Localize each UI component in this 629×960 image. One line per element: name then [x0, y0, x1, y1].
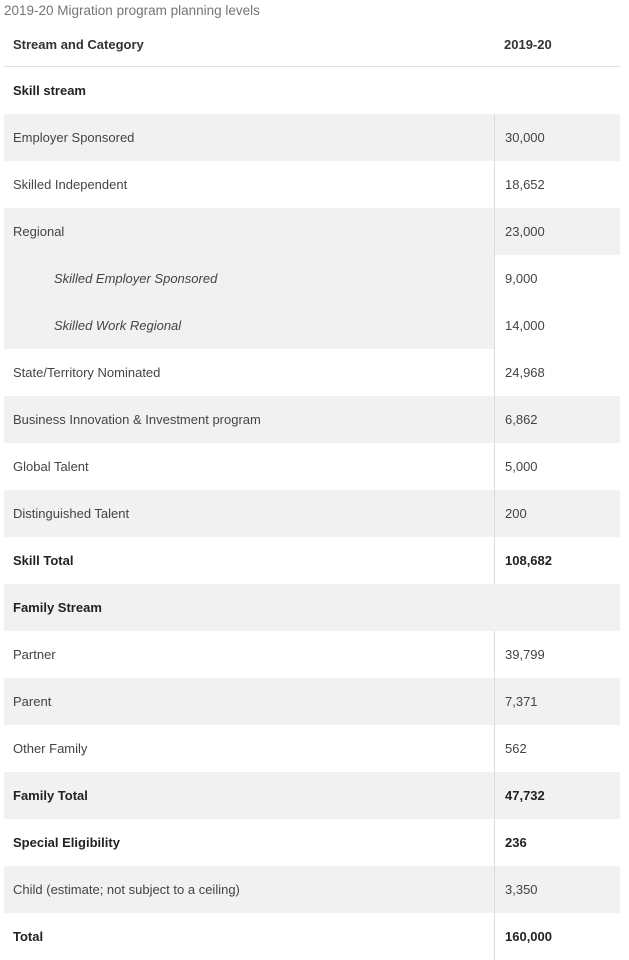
row-value: 6,862 [494, 396, 620, 443]
section-row-family-stream [4, 584, 620, 631]
row-label: Family Total [13, 788, 88, 803]
row-label: Total [13, 929, 44, 944]
row-label: Skill Total [13, 553, 74, 568]
table-row [4, 678, 620, 725]
row-label: Employer Sponsored [13, 130, 135, 145]
row-value: 47,732 [494, 772, 620, 819]
table-row-subcategory [4, 302, 620, 349]
row-label: Distinguished Talent [13, 506, 130, 521]
table-header-row [4, 24, 620, 67]
table-row [4, 161, 620, 208]
table-row [4, 114, 620, 161]
row-value: 3,350 [494, 866, 620, 913]
row-label: State/Territory Nominated [13, 365, 161, 380]
row-label: Skilled Independent [13, 177, 128, 192]
row-label: Partner [13, 647, 56, 662]
row-value: 23,000 [494, 208, 620, 255]
row-value: 200 [494, 490, 620, 537]
row-value: 108,682 [494, 537, 620, 584]
migration-planning-table [4, 24, 620, 960]
row-label: Skilled Work Regional [54, 318, 182, 333]
row-value: 9,000 [494, 255, 620, 302]
row-value: 5,000 [494, 443, 620, 490]
row-value: 39,799 [494, 631, 620, 678]
table-row [4, 208, 620, 255]
table-row [4, 396, 620, 443]
row-value [494, 67, 620, 114]
table-row [4, 490, 620, 537]
row-label: Parent [13, 694, 52, 709]
row-label: Skilled Employer Sponsored [54, 271, 218, 286]
row-label: Global Talent [13, 459, 89, 474]
row-label: Regional [13, 224, 65, 239]
grand-total-row [4, 913, 620, 960]
row-value: 562 [494, 725, 620, 772]
table-row-subcategory [4, 255, 620, 302]
row-label: Family Stream [13, 600, 102, 615]
row-value: 14,000 [494, 302, 620, 349]
total-row-skill [4, 537, 620, 584]
row-value: 160,000 [494, 913, 620, 960]
table-row [4, 725, 620, 772]
column-header-category: Stream and Category [13, 37, 144, 52]
section-row-skill-stream [4, 67, 620, 114]
row-label: Other Family [13, 741, 88, 756]
row-value: 30,000 [494, 114, 620, 161]
table-row [4, 866, 620, 913]
table-caption: 2019-20 Migration program planning levels [4, 3, 260, 18]
row-value [494, 584, 620, 631]
row-value: 18,652 [494, 161, 620, 208]
table-row [4, 443, 620, 490]
row-value: 236 [494, 819, 620, 866]
row-label: Child (estimate; not subject to a ceiling) [13, 882, 240, 897]
row-value: 7,371 [494, 678, 620, 725]
column-header-year: 2019-20 [494, 24, 620, 66]
total-row-family [4, 772, 620, 819]
row-label: Skill stream [13, 83, 86, 98]
table-row [4, 631, 620, 678]
special-eligibility-row [4, 819, 620, 866]
table-row [4, 349, 620, 396]
row-label: Business Innovation & Investment program [13, 412, 261, 427]
row-value: 24,968 [494, 349, 620, 396]
row-label: Special Eligibility [13, 835, 120, 850]
